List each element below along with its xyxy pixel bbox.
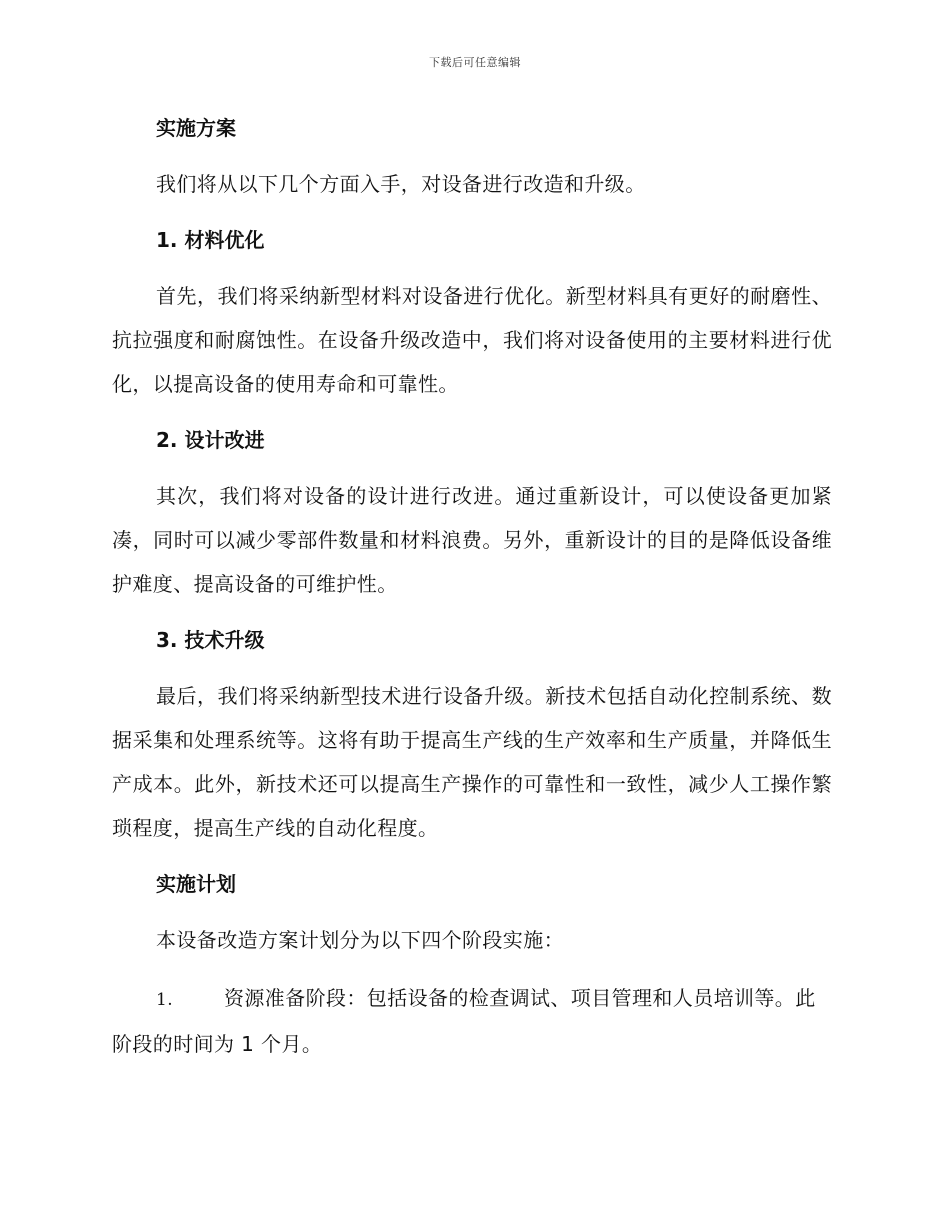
schedule-intro-paragraph: 本设备改造方案计划分为以下四个阶段实施：: [156, 928, 564, 952]
subheading-materials: 1. 材料优化: [156, 228, 265, 252]
section-heading-plan: 实施方案: [156, 116, 236, 140]
paragraph-design: 其次，我们将对设备的设计进行改进。通过重新设计，可以使设备更加紧凑，同时可以减少零部件数量和材料浪费。另外，重新设计的目的是降低设备维护难度、提高设备的可维护性。: [112, 484, 832, 596]
list-item: [112, 976, 832, 1066]
intro-paragraph: 我们将从以下几个方面入手，对设备进行改造和升级。: [156, 172, 646, 196]
paragraph-materials: 首先，我们将采纳新型材料对设备进行优化。新型材料具有更好的耐磨性、抗拉强度和耐腐蚀性。在设备升级改造中，我们将对设备使用的主要材料进行优化，以提高设备的使用寿命和可靠性。: [112, 284, 832, 396]
section-heading-schedule: 实施计划: [156, 872, 236, 896]
list-item-text: 资源准备阶段：包括设备的检查调试、项目管理和人员培训等。此阶段的时间为 1 个月。: [112, 986, 816, 1056]
subheading-technology: 3. 技术升级: [156, 628, 265, 652]
header-note: 下载后可任意编辑: [429, 56, 521, 69]
subheading-design: 2. 设计改进: [156, 428, 265, 452]
list-item-number: 1.: [156, 990, 174, 1010]
document-body: [112, 108, 832, 1066]
paragraph-technology: 最后，我们将采纳新型技术进行设备升级。新技术包括自动化控制系统、数据采集和处理系统等。这将有助于提高生产线的生产效率和生产质量，并降低生产成本。此外，新技术还可以提高生产操作的可靠性和一致性，减少人工操作繁琐程度，提高生产线的自动化程度。: [112, 684, 832, 840]
